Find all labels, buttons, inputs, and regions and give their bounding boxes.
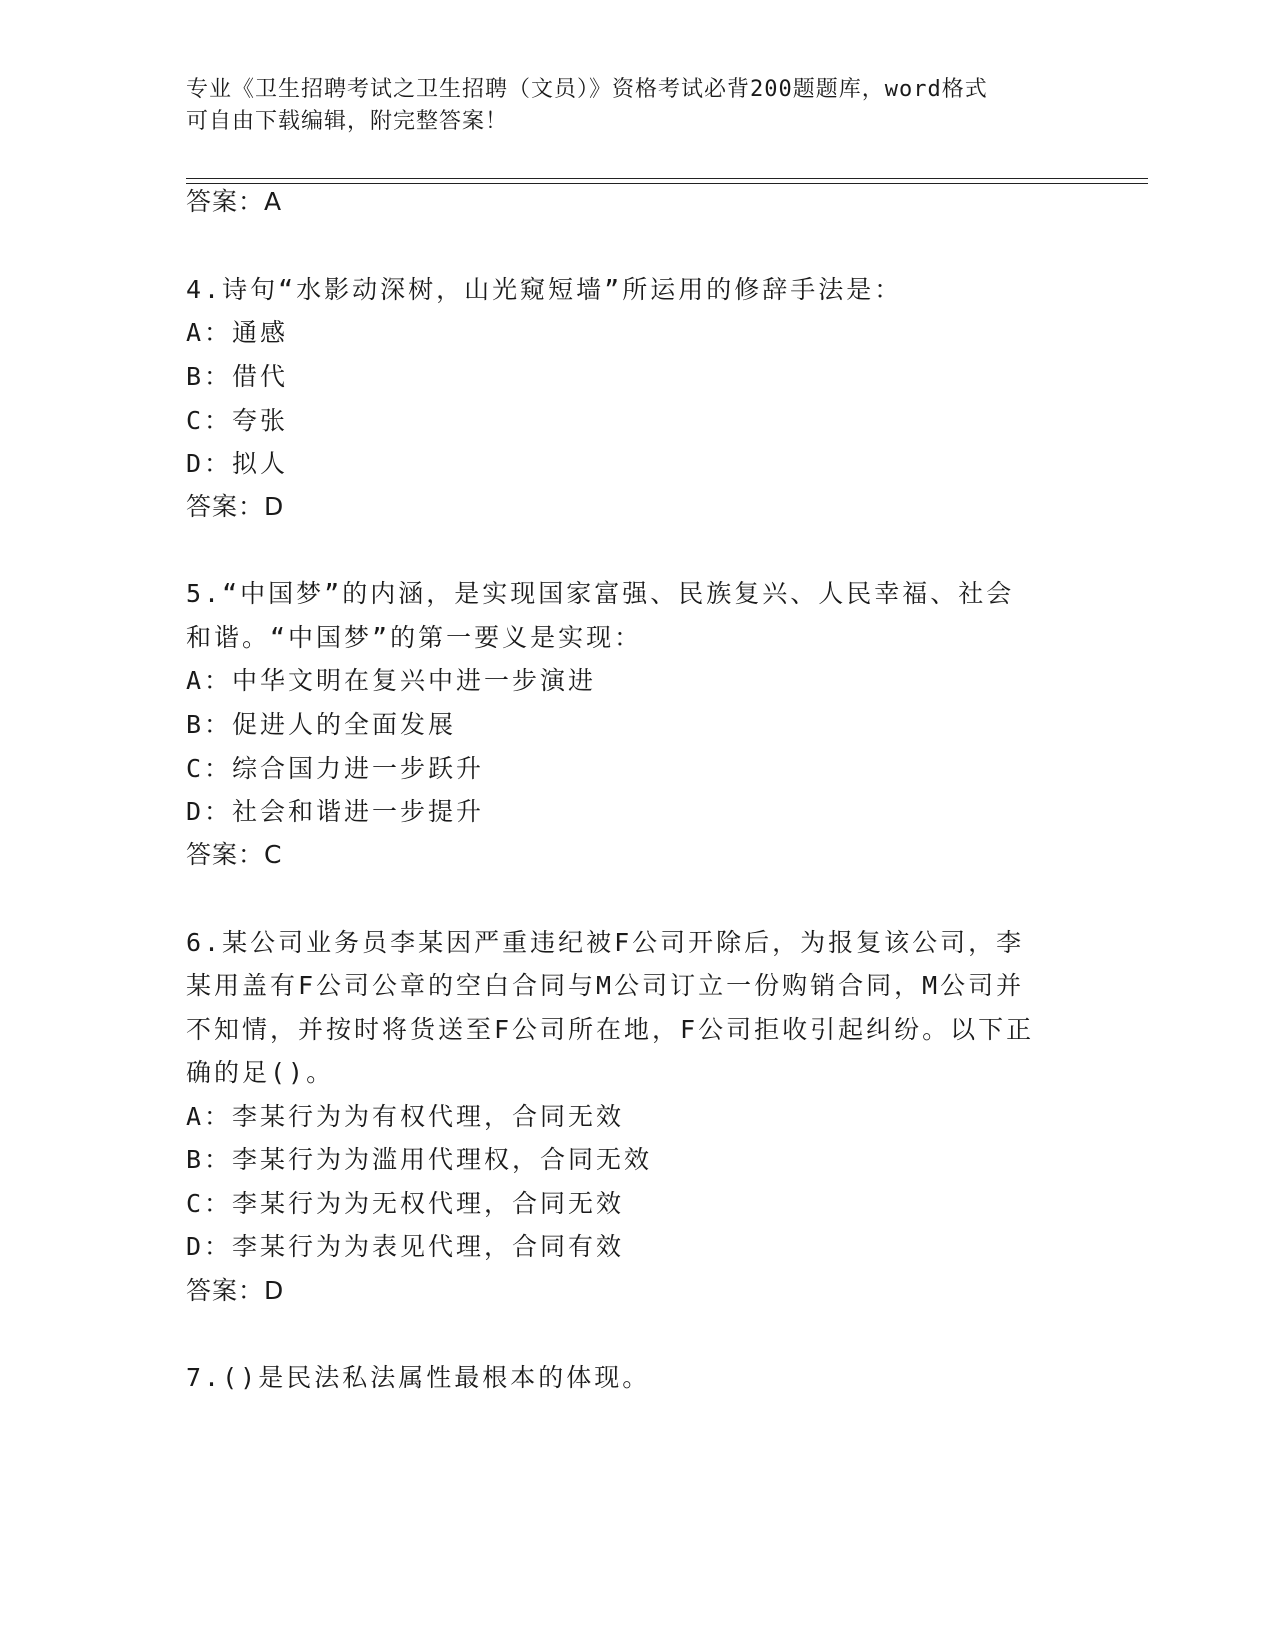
question-6-stem-line-4: 确的足()。 [186,1058,335,1087]
question-5-option-b: B：促进人的全面发展 [186,710,457,739]
question-4-option-a: A：通感 [186,318,289,347]
question-5-option-d: D：社会和谐进一步提升 [186,797,485,826]
question-5-stem-line-1: 5.“中国梦”的内涵，是实现国家富强、民族复兴、人民幸福、社会 [186,579,1015,608]
question-6-option-b: B：李某行为为滥用代理权，合同无效 [186,1145,653,1174]
answer-q5: 答案：C [186,840,283,869]
header-line-2: 可自由下载编辑，附完整答案！ [186,109,509,134]
question-6-option-d: D：李某行为为表见代理，合同有效 [186,1232,625,1261]
answer-q3: 答案：A [186,187,283,216]
question-4-option-c: C：夸张 [186,406,289,435]
question-7-stem: 7.()是民法私法属性最根本的体现。 [186,1363,651,1392]
question-6-stem-line-3: 不知情，并按时将货送至F公司所在地，F公司拒收引起纠纷。以下正 [186,1015,1035,1044]
header-line-1: 专业《卫生招聘考试之卫生招聘（文员）》资格考试必背200题题库，word格式 [186,77,988,102]
question-5-stem-line-2: 和谐。“中国梦”的第一要义是实现： [186,623,643,652]
question-6-stem-line-1: 6.某公司业务员李某因严重违纪被F公司开除后，为报复该公司，李 [186,928,1025,957]
answer-q6: 答案：D [186,1276,285,1305]
question-6-option-c: C：李某行为为无权代理，合同无效 [186,1189,625,1218]
question-5-option-a: A：中华文明在复兴中进一步演进 [186,666,597,695]
question-6-option-a: A：李某行为为有权代理，合同无效 [186,1102,625,1131]
question-4-option-b: B：借代 [186,362,289,391]
header-divider-top [186,178,1148,179]
header-divider-bottom [186,183,1148,184]
question-4-option-d: D：拟人 [186,449,289,478]
question-4-stem: 4.诗句“水影动深树，山光窥短墙”所运用的修辞手法是： [186,275,903,304]
question-5-option-c: C：综合国力进一步跃升 [186,754,485,783]
answer-q4: 答案：D [186,492,285,521]
document-header [186,74,1066,138]
question-6-stem-line-2: 某用盖有F公司公章的空白合同与M公司订立一份购销合同，M公司并 [186,971,1025,1000]
